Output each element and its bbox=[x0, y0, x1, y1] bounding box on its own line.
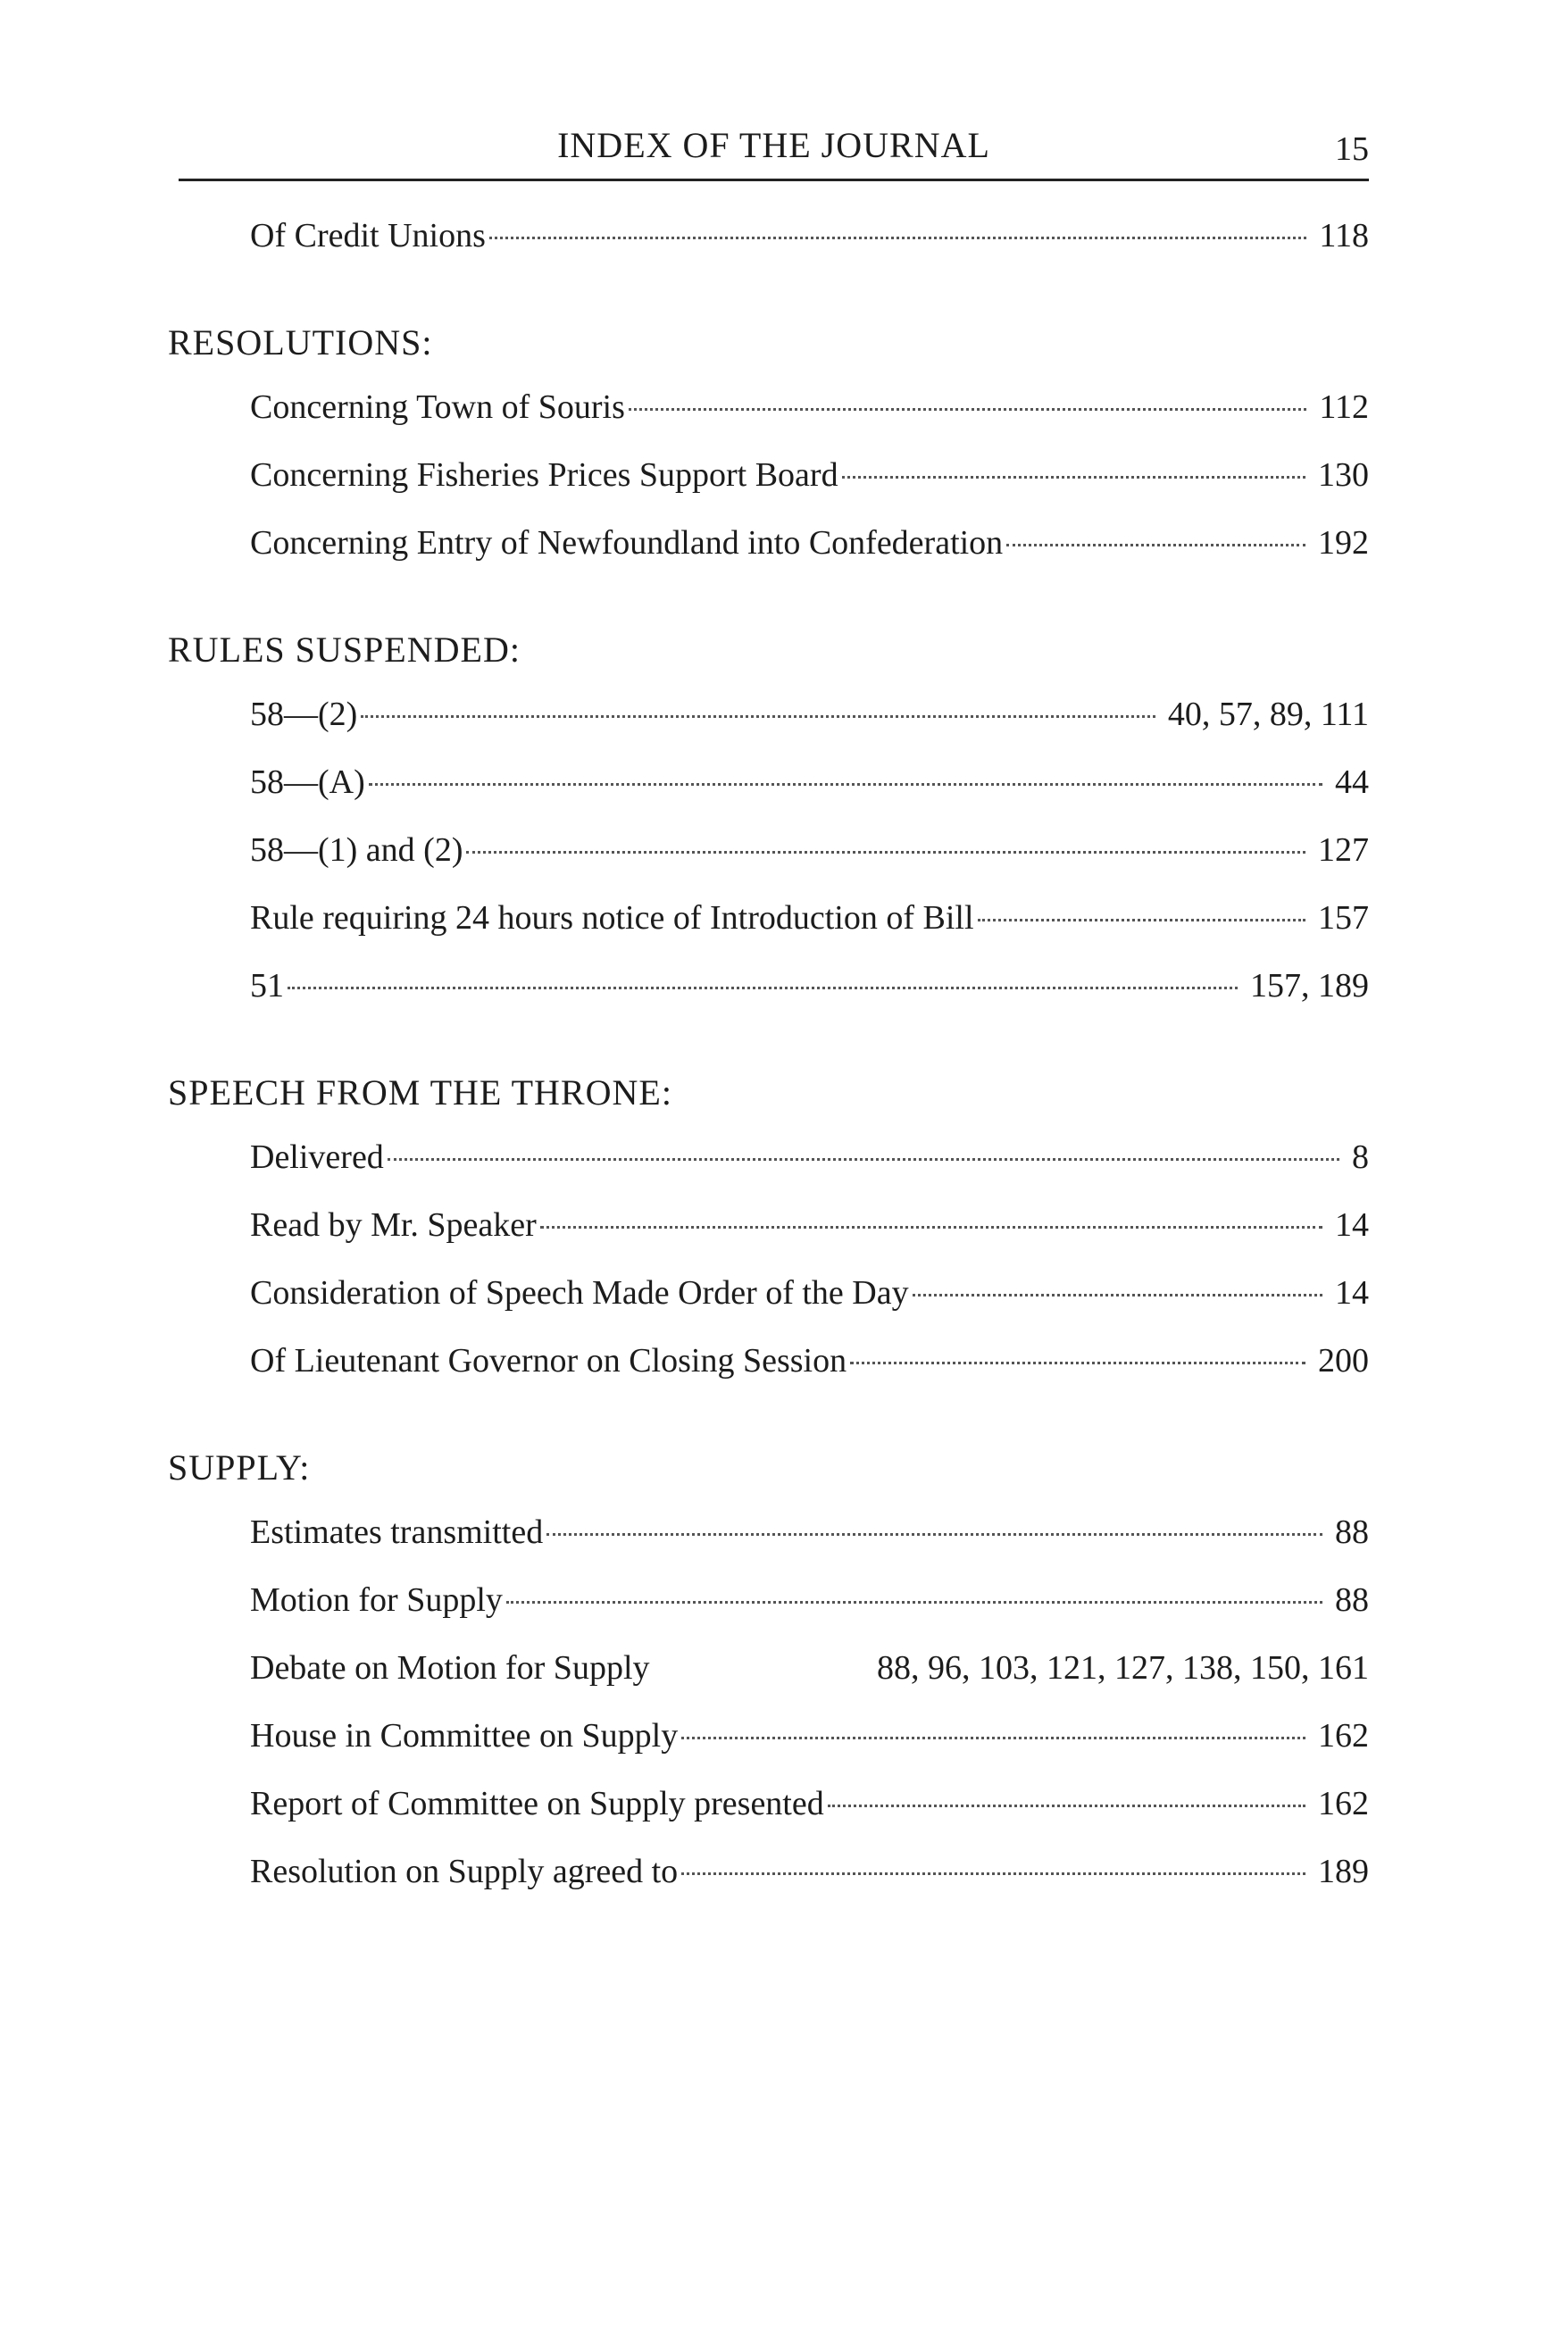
index-entry bbox=[250, 1507, 1369, 1575]
index-section bbox=[168, 1446, 1369, 1914]
index-section bbox=[168, 321, 1369, 586]
index-entry bbox=[250, 961, 1369, 1029]
dot-leader bbox=[489, 237, 1307, 239]
dot-leader bbox=[466, 851, 1305, 854]
entry-pages: 189 bbox=[1318, 1853, 1369, 1890]
dot-leader bbox=[842, 476, 1305, 479]
entry-label: Rule requiring 24 hours notice of Introduction of Bill bbox=[250, 899, 974, 937]
dot-leader bbox=[850, 1362, 1305, 1364]
index-section bbox=[168, 1071, 1369, 1404]
dot-leader bbox=[978, 919, 1305, 921]
entry-label: Consideration of Speech Made Order of the Day bbox=[250, 1274, 909, 1312]
entry-label: Motion for Supply bbox=[250, 1581, 503, 1619]
entry-pages: 157 bbox=[1318, 899, 1369, 937]
dot-leader bbox=[288, 987, 1238, 989]
entry-pages: 127 bbox=[1318, 831, 1369, 869]
entry-label: Debate on Motion for Supply bbox=[250, 1649, 650, 1687]
index-entry bbox=[250, 1132, 1369, 1200]
entry-pages: 40, 57, 89, 111 bbox=[1167, 696, 1369, 733]
index-entry bbox=[250, 1336, 1369, 1404]
section-heading: RULES SUSPENDED: bbox=[168, 629, 521, 670]
dot-leader bbox=[681, 1872, 1305, 1875]
dot-leader bbox=[546, 1533, 1322, 1536]
index-entry bbox=[250, 1575, 1369, 1643]
entry-pages: 162 bbox=[1318, 1717, 1369, 1755]
dot-leader bbox=[913, 1294, 1322, 1296]
index-entry bbox=[250, 757, 1369, 825]
entry-pages: 162 bbox=[1318, 1785, 1369, 1822]
entry-label: Concerning Fisheries Prices Support Board bbox=[250, 456, 838, 494]
entry-label: House in Committee on Supply bbox=[250, 1717, 679, 1755]
entry-pages: 88 bbox=[1335, 1513, 1369, 1551]
entry-label: Of Lieutenant Governor on Closing Session bbox=[250, 1342, 847, 1380]
index-entry bbox=[250, 518, 1369, 586]
section-heading: RESOLUTIONS: bbox=[168, 322, 433, 363]
dot-leader bbox=[828, 1805, 1305, 1807]
index-entry bbox=[250, 1643, 1369, 1711]
index-entry bbox=[250, 1779, 1369, 1847]
index-section bbox=[168, 629, 1369, 1029]
entry-pages: 118 bbox=[1319, 217, 1369, 254]
dot-leader bbox=[681, 1737, 1305, 1739]
dot-leader bbox=[388, 1158, 1339, 1161]
entry-label: 58—(2) bbox=[250, 696, 358, 733]
index-entry bbox=[250, 689, 1369, 757]
dot-leader bbox=[506, 1601, 1322, 1604]
entry-label: Read by Mr. Speaker bbox=[250, 1206, 537, 1244]
entry-label: 51 bbox=[250, 967, 284, 1005]
index-entry bbox=[250, 211, 1369, 279]
page-number: 15 bbox=[1335, 130, 1369, 168]
section-heading: SPEECH FROM THE THRONE: bbox=[168, 1072, 672, 1113]
index-entry bbox=[250, 1268, 1369, 1336]
entry-label: Concerning Entry of Newfoundland into Confederation bbox=[250, 524, 1004, 562]
index-sections bbox=[168, 321, 1369, 1914]
index-entry bbox=[250, 825, 1369, 893]
entry-pages: 14 bbox=[1335, 1206, 1369, 1244]
entry-label: Concerning Town of Souris bbox=[250, 388, 625, 426]
entry-label: Report of Committee on Supply presented bbox=[250, 1785, 824, 1822]
page-header bbox=[179, 123, 1369, 181]
entry-pages: 157, 189 bbox=[1250, 967, 1369, 1005]
top-entries bbox=[168, 211, 1369, 279]
entry-label: 58—(A) bbox=[250, 763, 365, 801]
index-content bbox=[168, 211, 1369, 1914]
dot-leader bbox=[361, 715, 1155, 718]
index-entry bbox=[250, 1200, 1369, 1268]
index-entry bbox=[250, 450, 1369, 518]
entry-pages: 130 bbox=[1318, 456, 1369, 494]
dot-leader bbox=[629, 408, 1307, 411]
entry-pages: 112 bbox=[1319, 388, 1369, 426]
dot-leader bbox=[540, 1226, 1322, 1229]
entry-pages: 8 bbox=[1352, 1138, 1369, 1176]
entry-pages: 200 bbox=[1318, 1342, 1369, 1380]
entry-pages: 14 bbox=[1335, 1274, 1369, 1312]
entry-pages: 44 bbox=[1335, 763, 1369, 801]
section-heading: SUPPLY: bbox=[168, 1447, 311, 1488]
index-entry bbox=[250, 1847, 1369, 1914]
dot-leader bbox=[369, 783, 1322, 786]
page-title: INDEX OF THE JOURNAL bbox=[557, 125, 990, 165]
entry-label: Delivered bbox=[250, 1138, 384, 1176]
entry-pages: 88 bbox=[1335, 1581, 1369, 1619]
entry-label: 58—(1) and (2) bbox=[250, 831, 463, 869]
index-entry bbox=[250, 893, 1369, 961]
entry-pages: 192 bbox=[1318, 524, 1369, 562]
entry-label: Resolution on Supply agreed to bbox=[250, 1853, 679, 1890]
index-entry bbox=[250, 382, 1369, 450]
index-entry bbox=[250, 1711, 1369, 1779]
entry-label: Estimates transmitted bbox=[250, 1513, 544, 1551]
entry-label: Of Credit Unions bbox=[250, 217, 486, 254]
dot-leader bbox=[1006, 544, 1305, 546]
entry-pages: 88, 96, 103, 121, 127, 138, 150, 161 bbox=[877, 1649, 1369, 1687]
